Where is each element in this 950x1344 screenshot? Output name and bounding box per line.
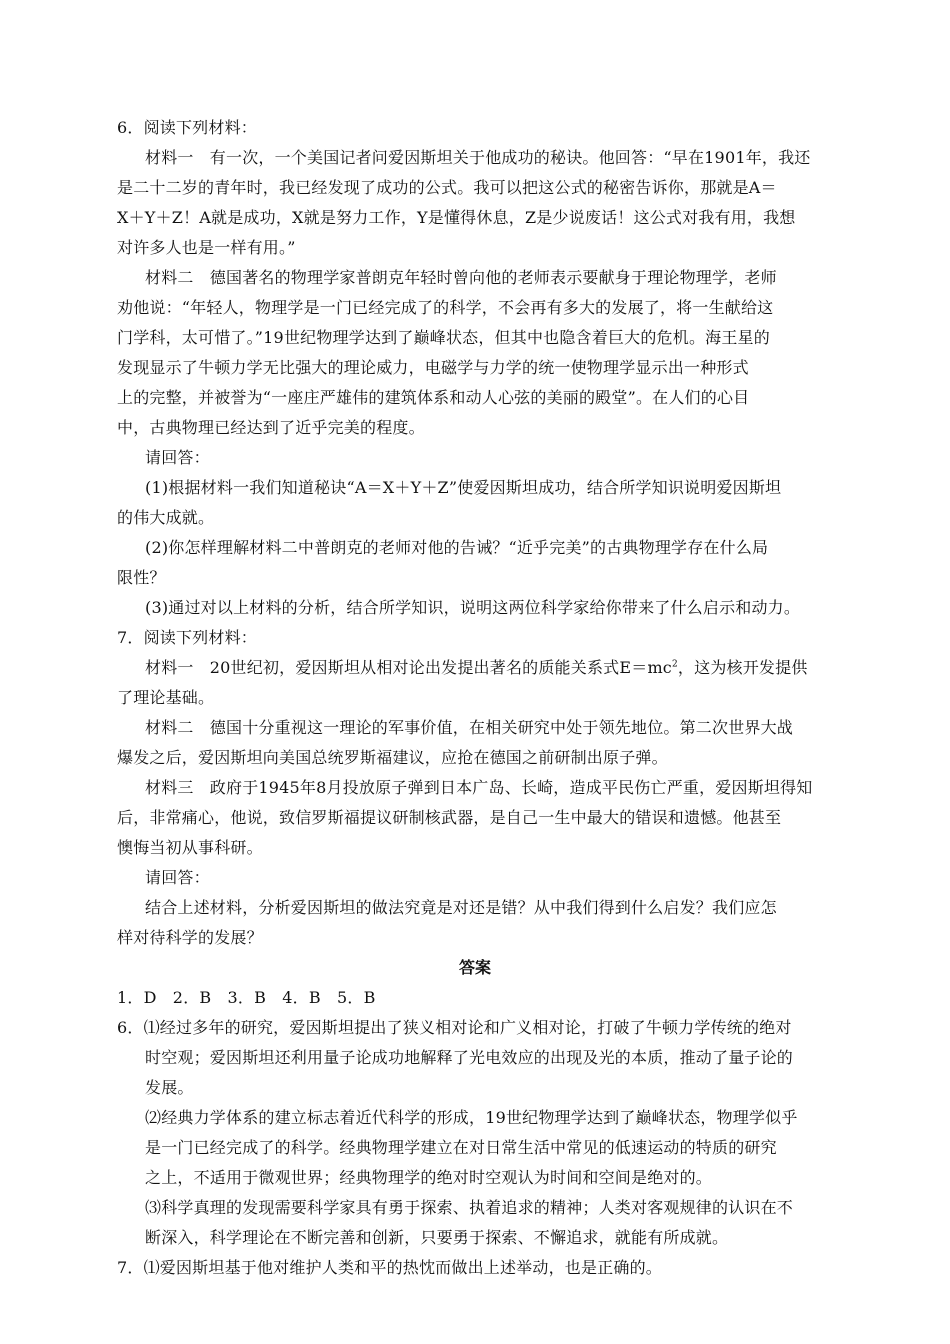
q7-material2-line: 材料二 德国十分重视这一理论的军事价值，在相关研究中处于领先地位。第二次世界大战 xyxy=(145,718,794,737)
q7-material3-line: 材料三 政府于1945年8月投放原子弹到日本广岛、长崎，造成平民伤亡严重，爱因斯坦得知 xyxy=(145,778,813,797)
q6-material2-line: 劝他说：“年轻人，物理学是一门已经完成了的科学，不会再有多大的发展了，将一生献给这 xyxy=(117,298,774,317)
answer6-part2-line: 之上，不适用于微观世界；经典物理学的绝对时空观认为时间和空间是绝对的。 xyxy=(145,1168,713,1187)
q6-heading: 6．阅读下列材料： xyxy=(117,118,257,137)
q7-question-line: 样对待科学的发展？ xyxy=(117,928,263,947)
q7-heading: 7．阅读下列材料： xyxy=(117,628,257,647)
answer6-part3-line: ⑶科学真理的发现需要科学家具有勇于探索、执着追求的精神；人类对客观规律的认识在不 xyxy=(145,1198,794,1217)
q7-material1-text-end: ，这为核开发提供 xyxy=(677,658,808,677)
answer6-part1-line: 6．⑴经过多年的研究，爱因斯坦提出了狭义相对论和广义相对论，打破了牛顿力学传统的绝对 xyxy=(117,1018,792,1037)
answer7-part1-line: 7．⑴爱因斯坦基于他对维护人类和平的热忱而做出上述举动，也是正确的。 xyxy=(117,1258,662,1277)
q6-material1-line: 材料一 有一次，一个美国记者问爱因斯坦关于他成功的秘诀。他回答：“早在1901年，我还 xyxy=(145,148,811,167)
q7-material1-line: 了理论基础。 xyxy=(117,688,215,707)
q7-material1-text: 材料一 20世纪初，爱因斯坦从相对论出发提出著名的质能关系式E＝mc xyxy=(145,658,672,677)
answers-choice-line: 1．D 2．B 3．B 4．B 5．B xyxy=(117,988,376,1007)
q7-material3-line: 懊悔当初从事科研。 xyxy=(117,838,263,857)
answer6-part3-line: 断深入，科学理论在不断完善和创新，只要勇于探索、不懈追求，就能有所成就。 xyxy=(145,1228,729,1247)
q6-sub1-line: 的伟大成就。 xyxy=(117,508,215,527)
q7-material2-line: 爆发之后，爱因斯坦向美国总统罗斯福建议，应抢在德国之前研制出原子弹。 xyxy=(117,748,668,767)
q6-material1-line: 对许多人也是一样有用。” xyxy=(117,238,296,257)
q6-material1-line: 是二十二岁的青年时，我已经发现了成功的公式。我可以把这公式的秘密告诉你，那就是A＝ xyxy=(117,178,777,197)
q6-sub2-line: 限性？ xyxy=(117,568,166,587)
superscript-exponent: 2 xyxy=(671,659,678,670)
q6-prompt: 请回答： xyxy=(145,448,210,467)
q7-material1-line xyxy=(145,658,808,678)
q7-material3-line: 后，非常痛心，他说，致信罗斯福提议研制核武器，是自己一生中最大的错误和遗憾。他甚至 xyxy=(117,808,782,827)
q6-sub1-line: (1)根据材料一我们知道秘诀“A＝X＋Y＋Z”使爱因斯坦成功，结合所学知识说明爱因斯坦 xyxy=(145,478,782,497)
q6-material2-line: 门学科，太可惜了。”19世纪物理学达到了巅峰状态，但其中也隐含着巨大的危机。海王星的 xyxy=(117,328,770,347)
answer6-part2-line: ⑵经典力学体系的建立标志着近代科学的形成，19世纪物理学达到了巅峰状态，物理学似乎 xyxy=(145,1108,798,1127)
answer6-part2-line: 是一门已经完成了的科学。经典物理学建立在对日常生活中常见的低速运动的特质的研究 xyxy=(145,1138,777,1157)
answer6-part1-line: 时空观；爱因斯坦还利用量子论成功地解释了光电效应的出现及光的本质，推动了量子论的 xyxy=(145,1048,794,1067)
q6-material2-line: 发现显示了牛顿力学无比强大的理论威力，电磁学与力学的统一使物理学显示出一种形式 xyxy=(117,358,749,377)
q6-material2-line: 材料二 德国著名的物理学家普朗克年轻时曾向他的老师表示要献身于理论物理学，老师 xyxy=(145,268,777,287)
q6-material2-line: 上的完整，并被誉为“一座庄严雄伟的建筑体系和动人心弦的美丽的殿堂”。在人们的心目 xyxy=(117,388,750,407)
q7-question-line: 结合上述材料，分析爱因斯坦的做法究竟是对还是错？从中我们得到什么启发？我们应怎 xyxy=(145,898,777,917)
q7-prompt: 请回答： xyxy=(145,868,210,887)
q6-material2-line: 中，古典物理已经达到了近乎完美的程度。 xyxy=(117,418,425,437)
q6-material1-line: X＋Y＋Z！A就是成功，X就是努力工作，Y是懂得休息，Z是少说废话！这公式对我有用，我想 xyxy=(117,208,796,227)
q6-sub3-line: (3)通过对以上材料的分析，结合所学知识，说明这两位科学家给你带来了什么启示和动力。 xyxy=(145,598,801,617)
q6-sub2-line: (2)你怎样理解材料二中普朗克的老师对他的告诫？“近乎完美”的古典物理学存在什么局 xyxy=(145,538,769,557)
answers-title: 答案 xyxy=(458,958,491,977)
answer6-part1-line: 发展。 xyxy=(145,1078,194,1097)
